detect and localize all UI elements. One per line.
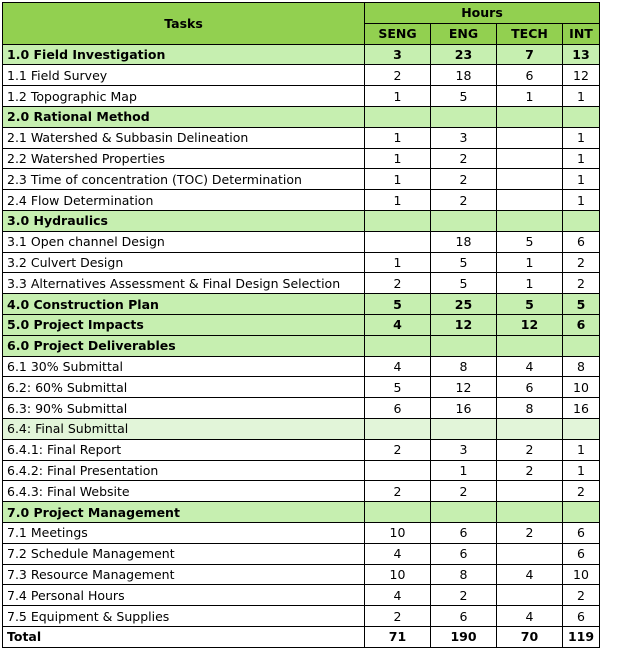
task-cell: 7.0 Project Management: [3, 502, 365, 523]
hours-cell-int: 2: [563, 252, 600, 273]
hours-cell-tech: 4: [497, 564, 563, 585]
hours-cell-seng: 2: [365, 606, 431, 627]
hours-cell-eng: 1: [431, 460, 497, 481]
hours-cell-seng: [365, 335, 431, 356]
hours-cell-eng: [431, 502, 497, 523]
hours-cell-seng: 1: [365, 127, 431, 148]
hours-cell-eng: [431, 210, 497, 231]
hours-cell-seng: 6: [365, 398, 431, 419]
task-cell: 7.5 Equipment & Supplies: [3, 606, 365, 627]
table-row: [3, 439, 600, 460]
hours-cell-int: 10: [563, 377, 600, 398]
hours-cell-seng: [365, 460, 431, 481]
hours-cell-int: 6: [563, 314, 600, 335]
table-row: [3, 190, 600, 211]
section-row: [3, 335, 600, 356]
hours-cell-int: 6: [563, 606, 600, 627]
hours-cell-int: 16: [563, 398, 600, 419]
hours-cell-int: 6: [563, 231, 600, 252]
hours-cell-eng: 2: [431, 148, 497, 169]
column-header-eng: ENG: [431, 23, 497, 44]
hours-cell-int: 1: [563, 86, 600, 107]
task-cell: 5.0 Project Impacts: [3, 314, 365, 335]
task-cell: 6.4.3: Final Website: [3, 481, 365, 502]
hours-table: [2, 2, 600, 648]
hours-cell-eng: 6: [431, 522, 497, 543]
task-cell: 7.2 Schedule Management: [3, 543, 365, 564]
hours-cell-int: 1: [563, 169, 600, 190]
task-cell: 2.3 Time of concentration (TOC) Determination: [3, 169, 365, 190]
hours-cell-seng: 4: [365, 543, 431, 564]
hours-cell-seng: 5: [365, 294, 431, 315]
hours-cell-tech: [497, 481, 563, 502]
tasks-header: Tasks: [3, 3, 365, 45]
table-row: [3, 585, 600, 606]
table-row: [3, 377, 600, 398]
task-cell: 3.3 Alternatives Assessment & Final Design Selection: [3, 273, 365, 294]
total-row: [3, 626, 600, 647]
task-cell: 4.0 Construction Plan: [3, 294, 365, 315]
hours-cell-int: [563, 335, 600, 356]
table-row: [3, 148, 600, 169]
hours-cell-eng: 18: [431, 231, 497, 252]
section-row: [3, 210, 600, 231]
hours-cell-tech: 7: [497, 44, 563, 65]
hours-cell-int: 1: [563, 460, 600, 481]
task-cell: Total: [3, 626, 365, 647]
hours-cell-eng: [431, 335, 497, 356]
hours-cell-eng: 5: [431, 252, 497, 273]
hours-cell-tech: 5: [497, 294, 563, 315]
hours-cell-int: [563, 418, 600, 439]
hours-cell-eng: 5: [431, 273, 497, 294]
hours-cell-tech: 2: [497, 522, 563, 543]
hours-cell-seng: 1: [365, 252, 431, 273]
hours-cell-seng: 1: [365, 148, 431, 169]
hours-cell-tech: 2: [497, 439, 563, 460]
table-row: [3, 127, 600, 148]
task-cell: 1.2 Topographic Map: [3, 86, 365, 107]
hours-cell-eng: 16: [431, 398, 497, 419]
table-row: [3, 169, 600, 190]
task-cell: 6.1 30% Submittal: [3, 356, 365, 377]
hours-cell-seng: [365, 231, 431, 252]
table-row: [3, 481, 600, 502]
task-cell: 2.4 Flow Determination: [3, 190, 365, 211]
task-cell: 2.0 Rational Method: [3, 106, 365, 127]
table-row: [3, 418, 600, 439]
hours-cell-int: 1: [563, 190, 600, 211]
section-row: [3, 44, 600, 65]
table-row: [3, 273, 600, 294]
hours-cell-seng: 71: [365, 626, 431, 647]
hours-cell-eng: 190: [431, 626, 497, 647]
table-row: [3, 543, 600, 564]
table-row: [3, 564, 600, 585]
hours-cell-seng: 1: [365, 86, 431, 107]
task-cell: 7.1 Meetings: [3, 522, 365, 543]
task-cell: 6.3: 90% Submittal: [3, 398, 365, 419]
hours-cell-int: 2: [563, 481, 600, 502]
task-cell: 3.0 Hydraulics: [3, 210, 365, 231]
task-cell: 3.1 Open channel Design: [3, 231, 365, 252]
hours-header: Hours: [365, 3, 600, 24]
hours-cell-int: 12: [563, 65, 600, 86]
hours-cell-tech: 8: [497, 398, 563, 419]
table-row: [3, 65, 600, 86]
hours-cell-eng: 3: [431, 439, 497, 460]
hours-cell-tech: 12: [497, 314, 563, 335]
section-row: [3, 106, 600, 127]
hours-cell-eng: 6: [431, 606, 497, 627]
hours-cell-seng: 10: [365, 522, 431, 543]
hours-cell-tech: [497, 127, 563, 148]
table-row: [3, 356, 600, 377]
hours-cell-tech: 1: [497, 86, 563, 107]
hours-cell-int: 6: [563, 522, 600, 543]
hours-cell-seng: 2: [365, 65, 431, 86]
task-cell: 3.2 Culvert Design: [3, 252, 365, 273]
hours-cell-tech: 2: [497, 460, 563, 481]
hours-cell-eng: 2: [431, 585, 497, 606]
table-row: [3, 460, 600, 481]
task-cell: 6.4.2: Final Presentation: [3, 460, 365, 481]
task-cell: 6.0 Project Deliverables: [3, 335, 365, 356]
hours-cell-tech: 1: [497, 273, 563, 294]
hours-cell-eng: [431, 418, 497, 439]
column-header-tech: TECH: [497, 23, 563, 44]
table-row: [3, 398, 600, 419]
hours-cell-tech: 1: [497, 252, 563, 273]
hours-cell-eng: [431, 106, 497, 127]
hours-cell-seng: 4: [365, 585, 431, 606]
hours-cell-int: 6: [563, 543, 600, 564]
table-row: [3, 231, 600, 252]
hours-cell-tech: 4: [497, 606, 563, 627]
hours-cell-eng: 8: [431, 356, 497, 377]
table-body: [3, 44, 600, 647]
hours-cell-int: [563, 106, 600, 127]
hours-cell-eng: 3: [431, 127, 497, 148]
task-cell: 6.4: Final Submittal: [3, 418, 365, 439]
table-row: [3, 252, 600, 273]
hours-cell-int: 2: [563, 585, 600, 606]
hours-cell-eng: 23: [431, 44, 497, 65]
hours-cell-seng: 1: [365, 190, 431, 211]
hours-cell-tech: [497, 543, 563, 564]
hours-cell-seng: 2: [365, 439, 431, 460]
hours-cell-eng: 25: [431, 294, 497, 315]
hours-cell-eng: 6: [431, 543, 497, 564]
hours-cell-int: 2: [563, 273, 600, 294]
hours-cell-eng: 2: [431, 169, 497, 190]
task-cell: 1.0 Field Investigation: [3, 44, 365, 65]
hours-cell-int: 119: [563, 626, 600, 647]
hours-cell-int: 10: [563, 564, 600, 585]
hours-cell-tech: [497, 418, 563, 439]
hours-cell-eng: 2: [431, 190, 497, 211]
hours-cell-tech: 6: [497, 377, 563, 398]
hours-cell-eng: 5: [431, 86, 497, 107]
section-row: [3, 502, 600, 523]
hours-cell-eng: 18: [431, 65, 497, 86]
table-row: [3, 522, 600, 543]
hours-cell-eng: 2: [431, 481, 497, 502]
hours-cell-int: 1: [563, 148, 600, 169]
hours-cell-seng: [365, 210, 431, 231]
hours-cell-seng: [365, 106, 431, 127]
task-cell: 2.1 Watershed & Subbasin Delineation: [3, 127, 365, 148]
hours-cell-tech: [497, 148, 563, 169]
hours-cell-tech: 5: [497, 231, 563, 252]
column-header-seng: SENG: [365, 23, 431, 44]
section-row: [3, 294, 600, 315]
hours-cell-eng: 12: [431, 314, 497, 335]
hours-cell-seng: 5: [365, 377, 431, 398]
task-cell: 1.1 Field Survey: [3, 65, 365, 86]
hours-cell-seng: 4: [365, 356, 431, 377]
hours-cell-tech: [497, 106, 563, 127]
hours-cell-seng: 10: [365, 564, 431, 585]
hours-cell-int: 13: [563, 44, 600, 65]
hours-cell-seng: [365, 502, 431, 523]
hours-cell-int: [563, 502, 600, 523]
table-row: [3, 86, 600, 107]
hours-cell-seng: 1: [365, 169, 431, 190]
hours-cell-tech: [497, 210, 563, 231]
table-row: [3, 606, 600, 627]
hours-cell-tech: [497, 190, 563, 211]
header-row-top: [3, 3, 600, 24]
hours-cell-int: 1: [563, 439, 600, 460]
task-cell: 6.2: 60% Submittal: [3, 377, 365, 398]
task-cell: 6.4.1: Final Report: [3, 439, 365, 460]
hours-cell-tech: [497, 335, 563, 356]
hours-cell-int: 8: [563, 356, 600, 377]
hours-cell-tech: [497, 169, 563, 190]
hours-cell-tech: 70: [497, 626, 563, 647]
hours-cell-eng: 8: [431, 564, 497, 585]
hours-cell-int: [563, 210, 600, 231]
hours-cell-seng: 2: [365, 481, 431, 502]
hours-cell-tech: 4: [497, 356, 563, 377]
task-cell: 7.4 Personal Hours: [3, 585, 365, 606]
hours-cell-seng: 2: [365, 273, 431, 294]
hours-cell-tech: 6: [497, 65, 563, 86]
column-header-int: INT: [563, 23, 600, 44]
section-row: [3, 314, 600, 335]
hours-cell-tech: [497, 502, 563, 523]
hours-cell-seng: 3: [365, 44, 431, 65]
hours-cell-int: 1: [563, 127, 600, 148]
task-cell: 2.2 Watershed Properties: [3, 148, 365, 169]
hours-cell-seng: 4: [365, 314, 431, 335]
hours-cell-tech: [497, 585, 563, 606]
task-cell: 7.3 Resource Management: [3, 564, 365, 585]
hours-cell-eng: 12: [431, 377, 497, 398]
hours-cell-int: 5: [563, 294, 600, 315]
hours-cell-seng: [365, 418, 431, 439]
